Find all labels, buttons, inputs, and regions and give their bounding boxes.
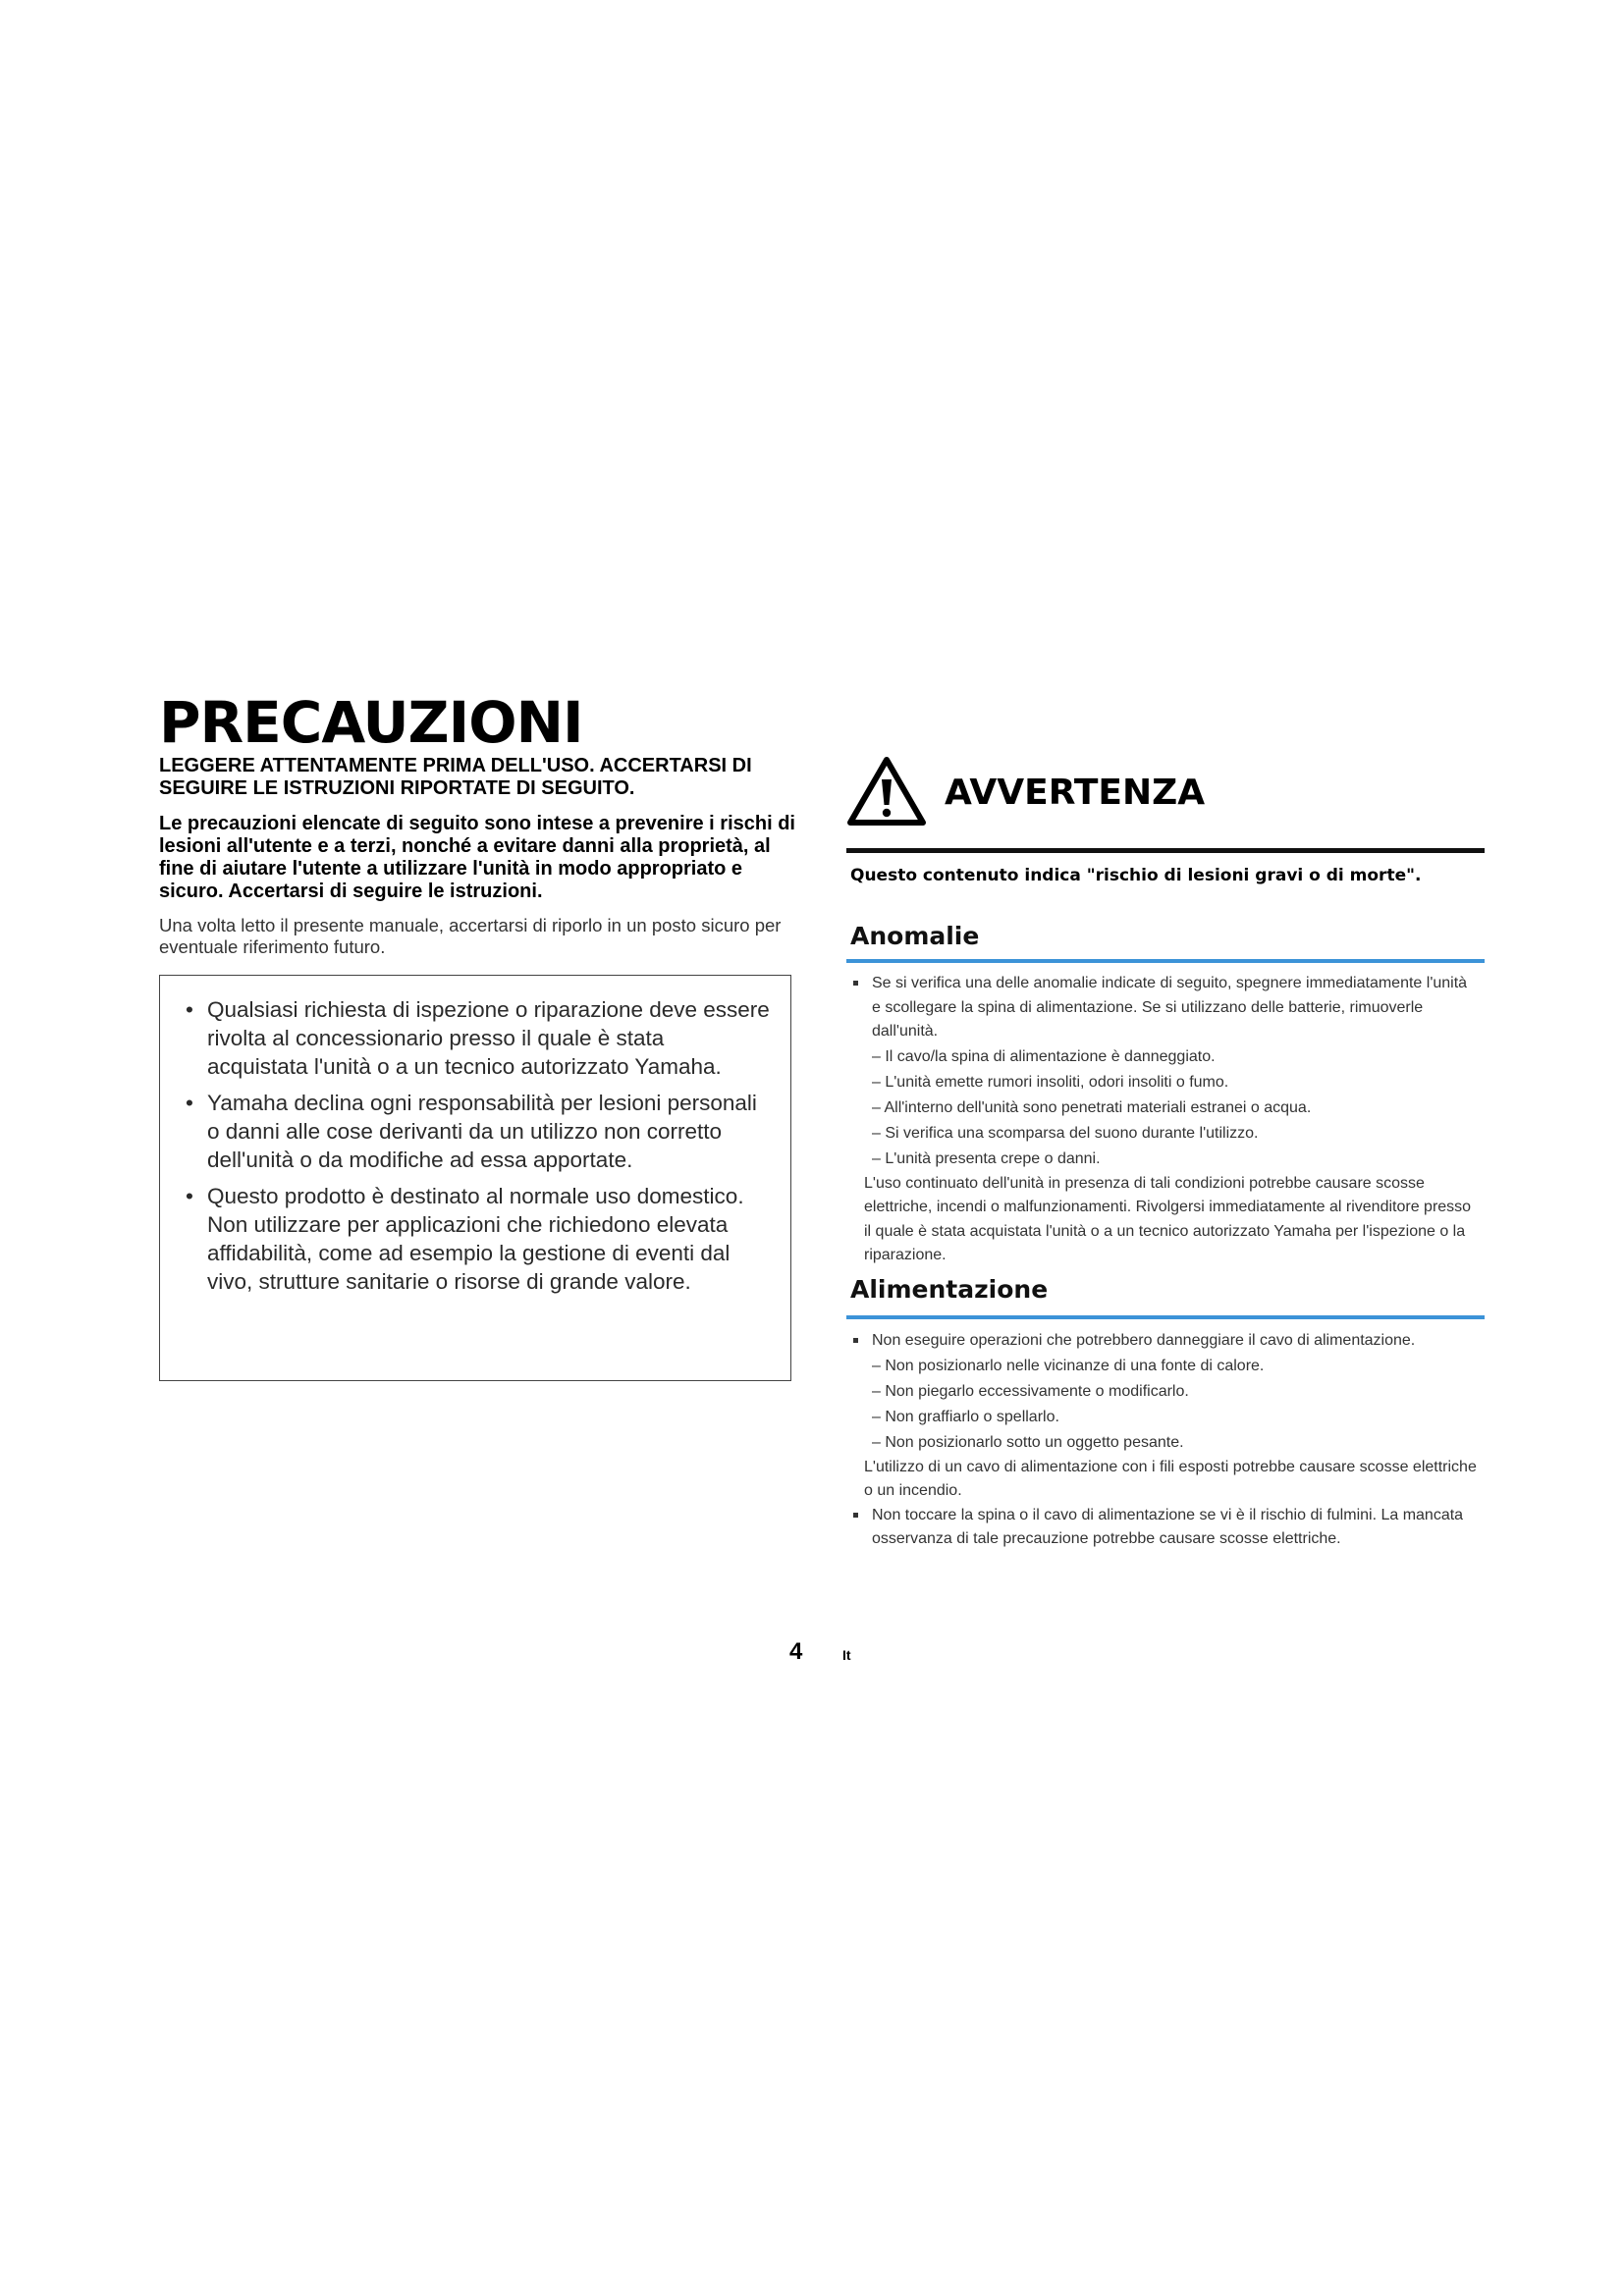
bullet-icon: • bbox=[186, 997, 193, 1022]
warning-triangle-icon bbox=[846, 756, 927, 827]
sub-list-item-text: – Non piegarlo eccessivamente o modificarlo. bbox=[872, 1382, 1189, 1400]
page-title: PRECAUZIONI bbox=[159, 689, 583, 756]
sub-list-item-text: – Non posizionarlo sotto un oggetto pesante. bbox=[872, 1433, 1184, 1451]
notice-box bbox=[159, 975, 791, 1381]
sub-list-item bbox=[850, 1379, 1479, 1405]
sub-list-item-text: – Si verifica una scomparsa del suono durante l'utilizzo. bbox=[872, 1124, 1259, 1142]
section-divider bbox=[846, 1315, 1485, 1319]
section-heading-alimentazione: Alimentazione bbox=[850, 1275, 1049, 1304]
notice-item-text: Yamaha declina ogni responsabilità per lesioni personali o danni alle cose derivanti da un utilizzo non corretto dell'unità o da modifiche ad essa apportate. bbox=[207, 1091, 757, 1172]
section-divider bbox=[846, 959, 1485, 963]
page-number: 4 bbox=[789, 1638, 803, 1665]
intro-bold-text: Le precauzioni elencate di seguito sono intese a prevenire i rischi di lesioni all'utente e a terzi, nonché a evitare danni alla proprietà, al fine di aiutare l'utente a utilizzare l'unità in modo appropriato e sicuro. Accertarsi di seguire le istruzioni. bbox=[159, 813, 795, 902]
square-bullet-icon bbox=[853, 1338, 858, 1343]
sub-list-item bbox=[850, 1070, 1479, 1095]
list-item-text: Se si verifica una delle anomalie indicate di seguito, spegnere immediatamente l'unità e scollegare la spina di alimentazione. Se si utilizzano delle batterie, rimuoverle dall'unità. bbox=[872, 975, 1468, 1040]
sub-list-item-text: – L'unità emette rumori insoliti, odori insoliti o fumo. bbox=[872, 1073, 1229, 1091]
sub-list-item bbox=[850, 1354, 1479, 1379]
sub-list-item bbox=[850, 1430, 1479, 1456]
bullet-icon: • bbox=[186, 1184, 193, 1208]
consequence-text bbox=[850, 1172, 1479, 1268]
consequence-text-content: L'uso continuato dell'unità in presenza di tali condizioni potrebbe causare scosse elettriche, incendi o malfunzionamenti. Rivolgersi immediatamente al rivenditore presso il quale è stata acquistata l'unità o a un tecnico autorizzato Yamaha per l'ispezione o la riparazione. bbox=[864, 1174, 1472, 1263]
square-bullet-icon bbox=[853, 1513, 858, 1518]
list-item-text: Non eseguire operazioni che potrebbero danneggiare il cavo di alimentazione. bbox=[872, 1332, 1416, 1349]
warning-divider bbox=[846, 848, 1485, 853]
sub-list-item-text: – Non posizionarlo nelle vicinanze di una fonte di calore. bbox=[872, 1357, 1265, 1374]
sub-list-item-text: – L'unità presenta crepe o danni. bbox=[872, 1149, 1101, 1167]
sub-list-item bbox=[850, 1095, 1479, 1121]
sub-list-item-text: – Il cavo/la spina di alimentazione è danneggiato. bbox=[872, 1047, 1216, 1065]
list-item-text: Non toccare la spina o il cavo di alimentazione se vi è il rischio di fulmini. La mancata osservanza di tale precauzione potrebbe causare scosse elettriche. bbox=[872, 1506, 1464, 1547]
page-language: It bbox=[842, 1647, 851, 1663]
notice-list bbox=[160, 976, 790, 1296]
notice-item bbox=[186, 995, 771, 1081]
list-item bbox=[850, 1504, 1479, 1552]
sub-list-item-text: – All'interno dell'unità sono penetrati materiali estranei o acqua. bbox=[872, 1098, 1312, 1116]
sub-list-item bbox=[850, 1147, 1479, 1172]
sub-list-item-text: – Non graffiarlo o spellarlo. bbox=[872, 1408, 1059, 1425]
warning-description: Questo contenuto indica "rischio di lesioni gravi o di morte". bbox=[850, 866, 1422, 885]
notice-item bbox=[186, 1089, 771, 1174]
intro-normal-text: Una volta letto il presente manuale, accertarsi di riporlo in un posto sicuro per eventuale riferimento futuro. bbox=[159, 915, 782, 957]
intro-caps-text: LEGGERE ATTENTAMENTE PRIMA DELL'USO. ACCERTARSI DI SEGUIRE LE ISTRUZIONI RIPORTATE DI SEGUITO. bbox=[159, 755, 752, 799]
sub-list-item bbox=[850, 1405, 1479, 1430]
section-alimentazione-content bbox=[850, 1329, 1479, 1552]
sub-list-item bbox=[850, 1121, 1479, 1147]
consequence-text bbox=[850, 1456, 1479, 1504]
bullet-icon: • bbox=[186, 1091, 193, 1115]
list-item bbox=[850, 1329, 1479, 1354]
list-item bbox=[850, 972, 1479, 1044]
notice-item-text: Qualsiasi richiesta di ispezione o riparazione deve essere rivolta al concessionario presso il quale è stata acquistata l'unità o a un tecnico autorizzato Yamaha. bbox=[207, 997, 770, 1079]
section-anomalie-content bbox=[850, 972, 1479, 1268]
warning-title: AVVERTENZA bbox=[945, 773, 1206, 813]
notice-item bbox=[186, 1182, 771, 1296]
notice-item-text: Questo prodotto è destinato al normale uso domestico. Non utilizzare per applicazioni che richiedono elevata affidabilità, come ad esempio la gestione di eventi dal vivo, strutture sanitarie o risorse di grande valore. bbox=[207, 1184, 744, 1294]
square-bullet-icon bbox=[853, 981, 858, 986]
section-heading-anomalie: Anomalie bbox=[850, 922, 980, 950]
sub-list-item bbox=[850, 1044, 1479, 1070]
consequence-text-content: L'utilizzo di un cavo di alimentazione con i fili esposti potrebbe causare scosse elettriche o un incendio. bbox=[864, 1458, 1477, 1499]
